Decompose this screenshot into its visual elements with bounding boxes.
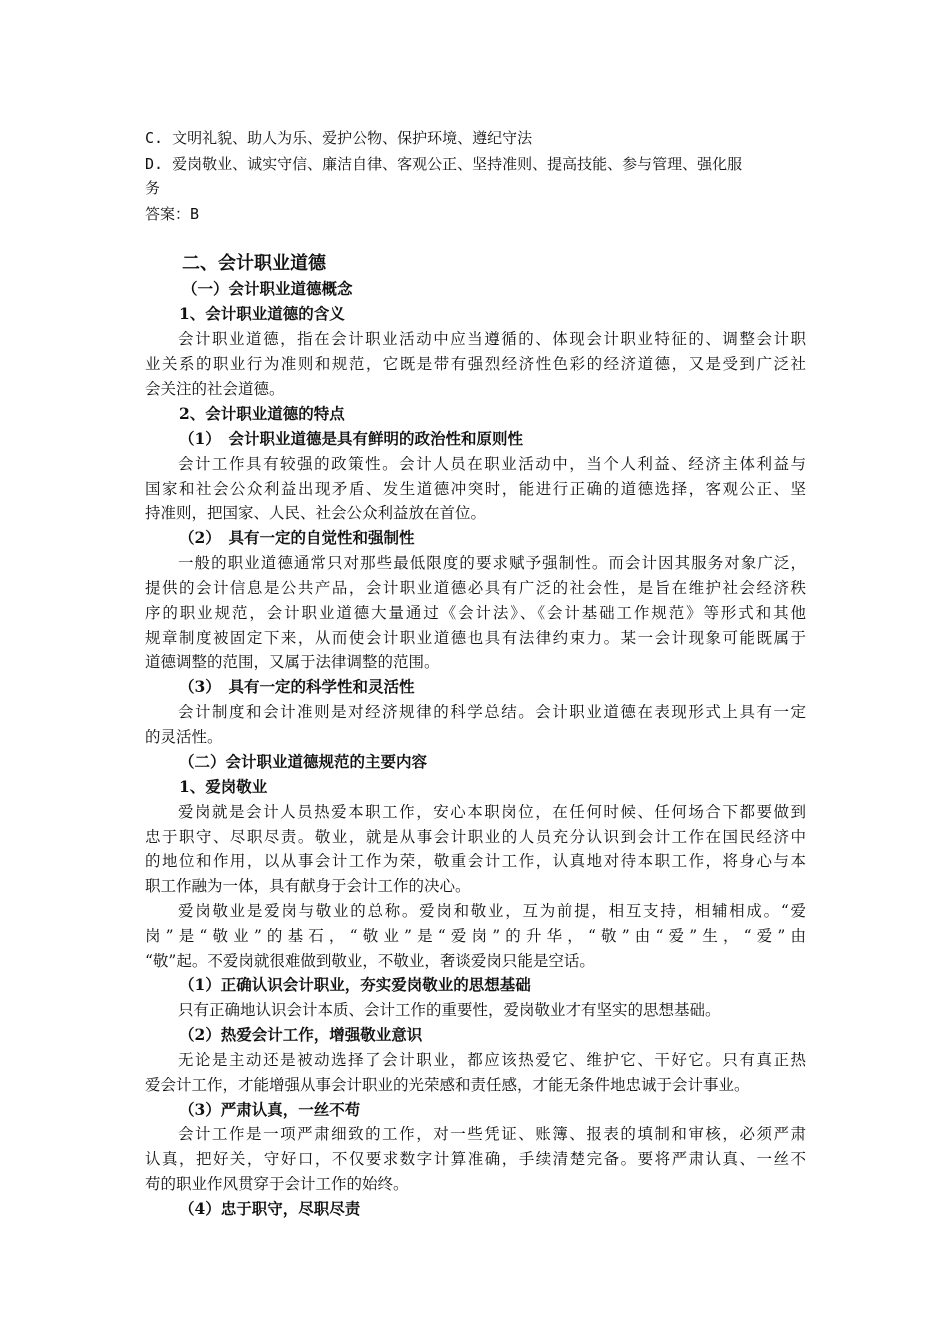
paragraph-line: 忠于职守、尽职尽责。敬业，就是从事会计职业的人员充分认识到会计工作在国民经济中 [145,828,806,846]
answer: 答案：B [145,205,200,223]
paragraph-line: 会计工作具有较强的政策性。会计人员在职业活动中，当个人利益、经济主体利益与 [178,455,806,473]
paragraph-line: 国家和社会公众利益出现矛盾、发生道德冲突时，能进行正确的道德选择，客观公正、坚 [145,480,806,498]
item-title-1-1: 1、会计职业道德的含义 [179,304,345,323]
paragraph-line: 只有正确地认识会计本质、会计工作的重要性，爱岗敬业才有坚实的思想基础。 [178,1001,721,1019]
option-d-line-1: D. 爱岗敬业、诚实守信、廉洁自律、客观公正、坚持准则、提高技能、参与管理、强化服 [145,155,743,173]
paragraph-line: 会计职业道德，指在会计职业活动中应当遵循的、体现会计职业特征的、调整会计职 [178,330,806,348]
point-title-3: （3） 具有一定的科学性和灵活性 [179,677,415,696]
paragraph-line: 苟的职业作风贯穿于会计工作的始终。 [145,1175,409,1193]
paragraph-line: 一般的职业道德通常只对那些最低限度的要求赋予强制性。而会计因其服务对象广泛， [178,554,806,572]
paragraph-line: 序的职业规范，会计职业道德大量通过《会计法》、《会计基础工作规范》等形式和其他 [145,604,806,622]
option-d-line-2: 务 [145,179,161,197]
point-title-2: （2） 具有一定的自觉性和强制性 [179,528,415,547]
subpoint-title-4: （4）忠于职守，尽职尽责 [179,1199,361,1218]
paragraph-line: 会关注的社会道德。 [145,380,285,398]
subsection-title-2: （二）会计职业道德规范的主要内容 [179,752,428,771]
point-title-1: （1） 会计职业道德是具有鲜明的政治性和原则性 [179,429,524,448]
paragraph-line: 持准则，把国家、人民、社会公众利益放在首位。 [145,504,487,522]
paragraph-line: 会计制度和会计准则是对经济规律的科学总结。会计职业道德在表现形式上具有一定 [178,703,806,721]
paragraph-line: 无论是主动还是被动选择了会计职业，都应该热爱它、维护它、干好它。只有真正热 [178,1051,806,1069]
subpoint-title-1: （1）正确认识会计职业，夯实爱岗敬业的思想基础 [179,975,531,994]
subpoint-title-2: （2）热爱会计工作，增强敬业意识 [179,1025,423,1044]
subpoint-title-3: （3）严肃认真，一丝不苟 [179,1100,361,1119]
paragraph-line: 道德调整的范围，又属于法律调整的范围。 [145,653,440,671]
paragraph-line: 爱岗就是会计人员热爱本职工作，安心本职岗位，在任何时候、任何场合下都要做到 [178,803,806,821]
paragraph-line: “敬”起。不爱岗就很难做到敬业，不敬业，奢谈爱岗只能是空话。 [145,952,595,970]
paragraph-line: 的灵活性。 [145,728,223,746]
section-title: 二、会计职业道德 [182,253,326,274]
paragraph-line: 业关系的职业行为准则和规范，它既是带有强烈经济性色彩的经济道德，又是受到广泛社 [145,355,806,373]
item-title-2-1: 1、爱岗敬业 [179,777,268,796]
paragraph-line: 爱岗敬业是爱岗与敬业的总称。爱岗和敬业，互为前提，相互支持，相辅相成。“爱 [178,902,806,920]
paragraph-line: 认真，把好关，守好口，不仅要求数字计算准确，手续清楚完备。要将严肃认真、一丝不 [145,1150,806,1168]
paragraph-line: 岗”是“敬业”的基石，“敬业”是“爱岗”的升华，“敬”由“爱”生，“爱”由 [145,927,806,945]
item-title-1-2: 2、会计职业道德的特点 [179,404,345,423]
paragraph-line: 会计工作是一项严肃细致的工作，对一些凭证、账簿、报表的填制和审核，必须严肃 [178,1125,806,1143]
paragraph-line: 的地位和作用，以从事会计工作为荣，敬重会计工作，认真地对待本职工作，将身心与本 [145,852,806,870]
paragraph-line: 爱会计工作，才能增强从事会计职业的光荣感和责任感，才能无条件地忠诚于会计事业。 [145,1076,750,1094]
subsection-title-1: （一）会计职业道德概念 [182,279,353,298]
paragraph-line: 职工作融为一体，具有献身于会计工作的决心。 [145,877,471,895]
paragraph-line: 规章制度被固定下来，从而使会计职业道德也具有法律约束力。某一会计现象可能既属于 [145,629,806,647]
option-c: C. 文明礼貌、助人为乐、爱护公物、保护环境、遵纪守法 [145,129,533,147]
paragraph-line: 提供的会计信息是公共产品，会计职业道德必具有广泛的社会性，是旨在维护社会经济秩 [145,579,806,597]
